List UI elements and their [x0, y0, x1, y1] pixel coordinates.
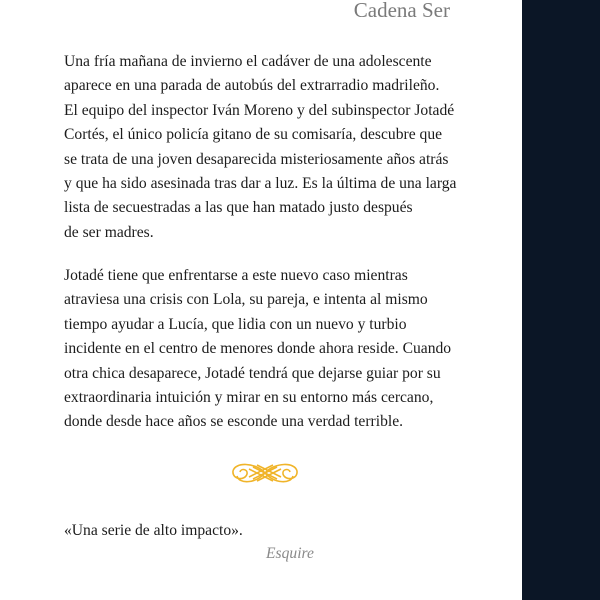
text-line: El equipo del inspector Iván Moreno y del subinspector Jotadé: [64, 101, 455, 119]
text-line: donde desde hace años se esconde una verdad terrible.: [64, 413, 404, 431]
text-line: otra chica desaparece, Jotadé tendrá que dejarse guiar por su: [64, 364, 441, 382]
synopsis-paragraph-1: [64, 50, 456, 245]
text-line: tiempo ayudar a Lucía, que lidia con un nuevo y turbio: [64, 315, 407, 333]
text-line: Una fría mañana de invierno el cadáver de una adolescente: [64, 53, 432, 70]
book-spine: [522, 0, 600, 600]
review-quote: «Una serie de alto impacto».: [64, 522, 243, 539]
ornament-flourish-icon: [229, 458, 301, 488]
text-line: aparece en una parada de autobús del extrarradio madrileño.: [64, 77, 440, 95]
synopsis-paragraph-2: [64, 264, 451, 435]
review-attribution: Esquire: [266, 545, 314, 562]
text-line: y que ha sido asesinada tras dar a luz. Es la última de una larga: [64, 175, 457, 193]
text-line: extraordinaria intuición y mirar en su entorno más cercano,: [64, 389, 434, 407]
text-line: se trata de una joven desaparecida misteriosamente años atrás: [64, 150, 449, 168]
text-line: Cortés, el único policía gitano de su comisaría, descubre que: [64, 126, 443, 144]
text-line: Jotadé tiene que enfrentarse a este nuevo caso mientras: [64, 267, 408, 284]
text-line: lista de secuestradas a las que han matado justo después: [64, 199, 413, 217]
quote-source-header: Cadena Ser: [353, 0, 450, 22]
text-line: de ser madres.: [64, 223, 154, 241]
text-line: incidente en el centro de menores donde ahora reside. Cuando: [64, 340, 452, 358]
text-line: atraviesa una crisis con Lola, su pareja, e intenta al mismo: [64, 291, 428, 309]
